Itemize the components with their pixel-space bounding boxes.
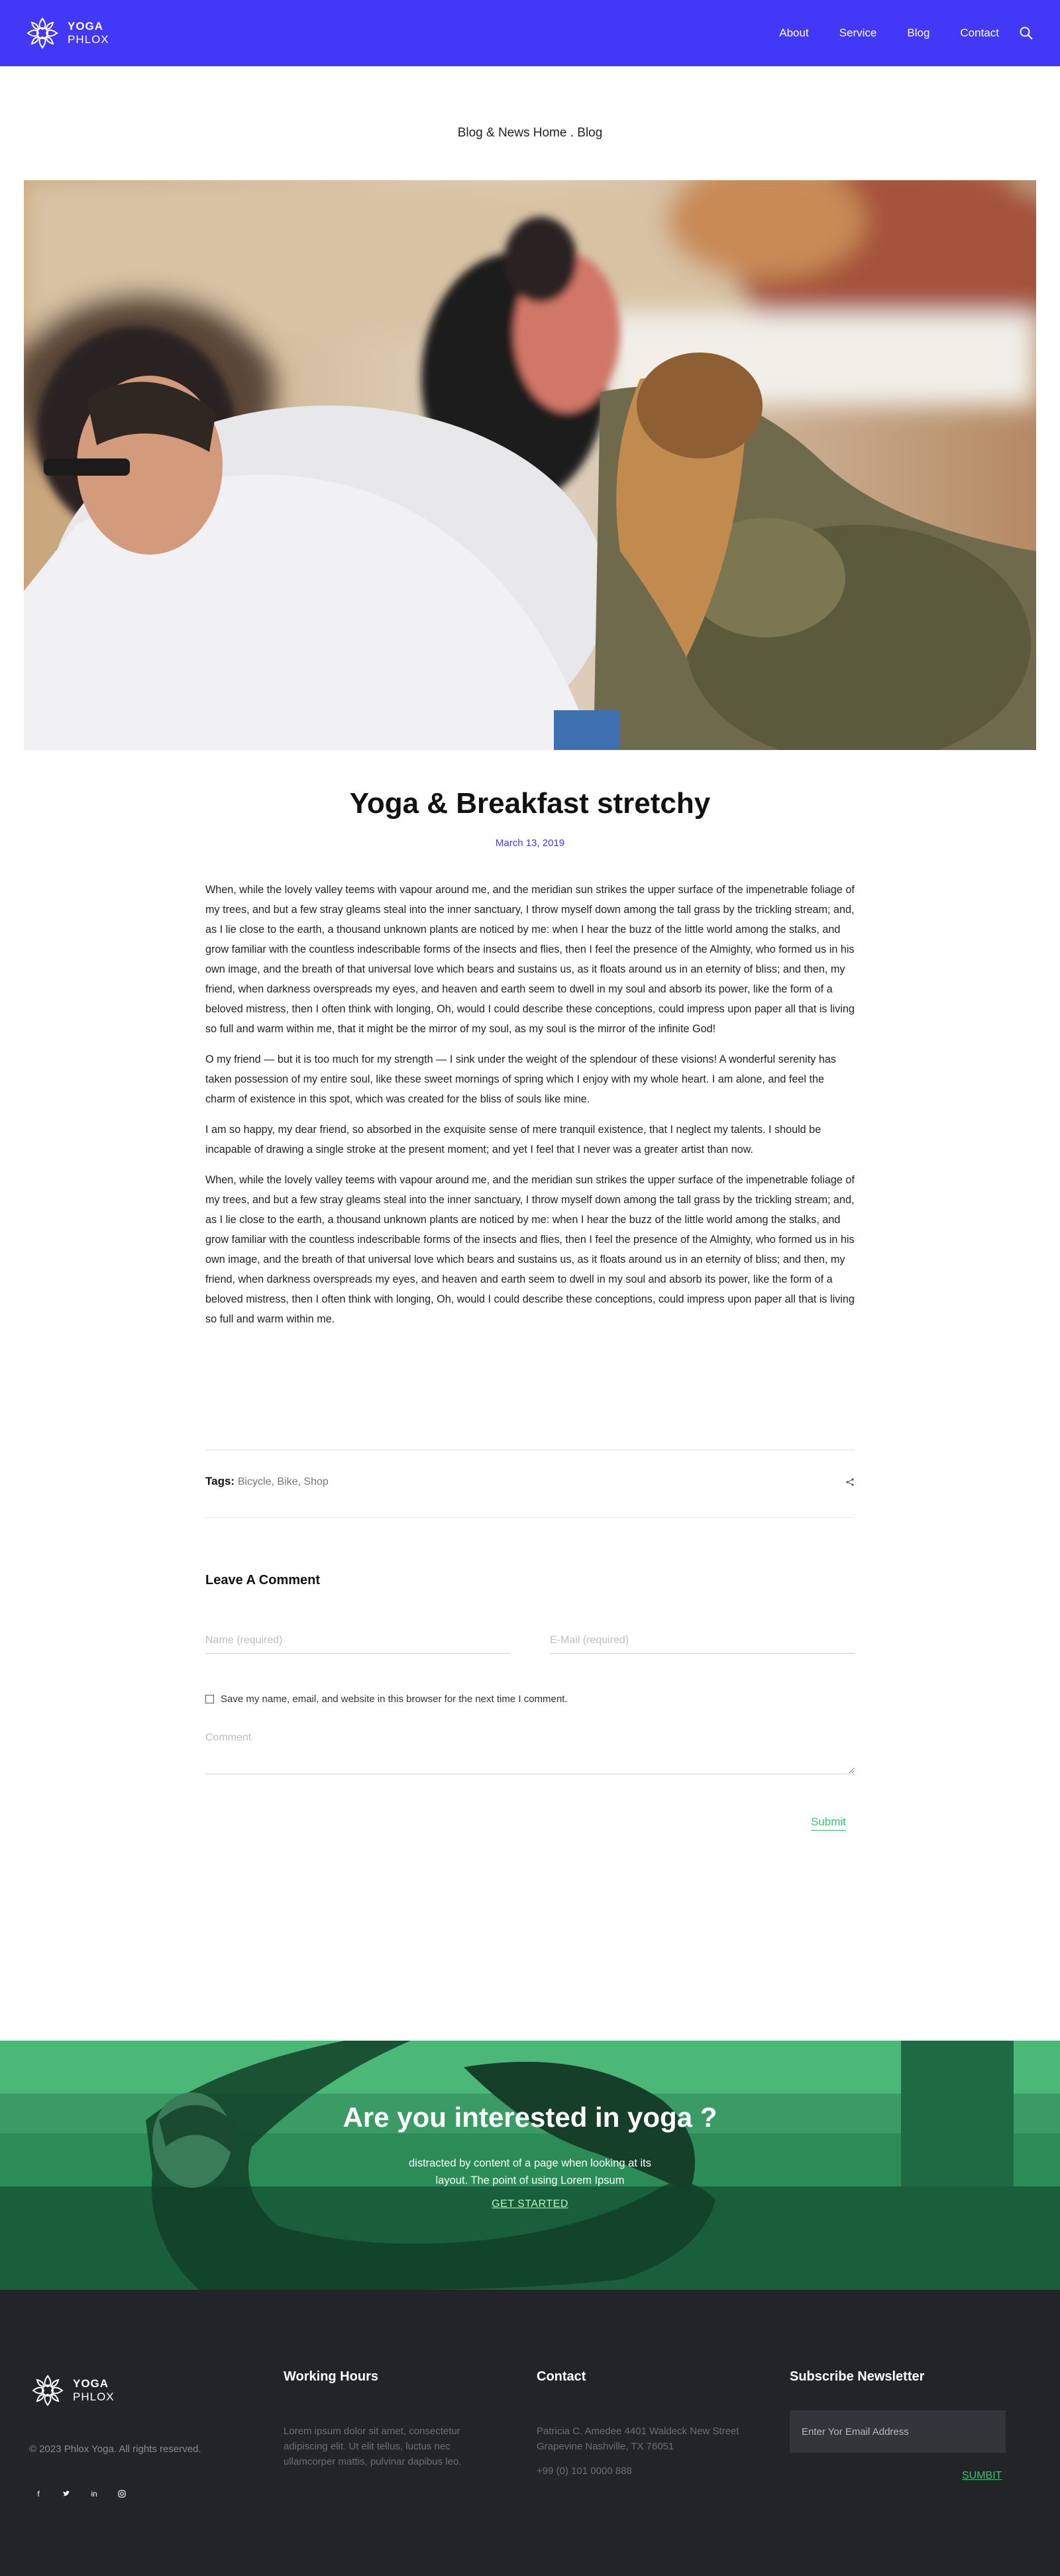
save-info-checkbox[interactable] (205, 1695, 214, 1703)
nav-about[interactable]: About (779, 27, 809, 39)
newsletter-email-input[interactable] (790, 2410, 1006, 2453)
brand-name (68, 20, 109, 46)
nav-service[interactable]: Service (839, 27, 877, 39)
working-hours-title: Working Hours (284, 2369, 378, 2384)
post-paragraph: When, while the lovely valley teems with vapour around me, and the meridian sun strikes the upper surface of the impenetrable foliage of my trees, and but a few stray gleams steal into the inner sanctuary, I throw myself down among the tall grass by the trickling stream; and, as I lie close to the earth, a thousand unknown plants are noticed by me: when I hear the buzz of the little world among the stalks, and grow familiar with the countless indescribable forms of the insects and flies, then I feel the presence of the Almighty, who formed us in his own image, and the breath of that universal love which bears and sustains us, as it floats around us in an eternity of bliss; and then, my friend, when darkness overspreads my eyes, and heaven and earth seem to dwell in my soul and absorb its power, like the form of a beloved mistress, then I often think with longing, Oh, would I could describe these conceptions, could impress upon paper all that is living so full and warm within me. (205, 1174, 855, 1325)
working-hours-text: Lorem ipsum dolor sit amet, consectetur adipiscing elit. Ut elit tellus, luctus nec ullamcorper mattis, pulvinar dapibus leo. (284, 2426, 462, 2467)
lotus-logo-icon (29, 2372, 66, 2409)
tags-label: Tags: (205, 1475, 235, 1487)
name-field[interactable] (205, 1627, 510, 1654)
brand-logo[interactable] (24, 13, 143, 53)
footer-brand-name (73, 2377, 115, 2404)
contact-title: Contact (537, 2369, 586, 2384)
copyright: © 2023 Phlox Yoga. All rights reserved. (29, 2443, 201, 2455)
contact-address: Patricia C. Amedee 4401 Waldeck New Street Grapevine Nashville, TX 76051 (537, 2426, 739, 2452)
facebook-icon[interactable]: f (37, 2489, 40, 2498)
footer-logo[interactable] (29, 2372, 115, 2409)
breadcrumb[interactable]: Blog & News Home . Blog (457, 126, 603, 140)
twitter-icon[interactable] (57, 2485, 76, 2503)
post-date[interactable]: March 13, 2019 (495, 837, 565, 849)
nav-blog[interactable]: Blog (907, 27, 930, 39)
promo-text: distracted by content of a page when looking at its layout. The point of using Lorem Ipsum (409, 2157, 651, 2186)
post-body (205, 880, 855, 1340)
post-hero-image (24, 180, 1036, 750)
search-icon[interactable] (1019, 26, 1034, 40)
social-links (29, 2485, 140, 2503)
post-paragraph: When, while the lovely valley teems with vapour around me, and the meridian sun strikes the upper surface of the impenetrable foliage of my trees, and but a few stray gleams steal into the inner sanctuary, I throw myself down among the tall grass by the trickling stream; and, as I lie close to the earth, a thousand unknown plants are noticed by me: when I hear the buzz of the little world among the stalks, and grow familiar with the countless indescribable forms of the insects and flies, then I feel the presence of the Almighty, who formed us in his own image, and the breath of that universal love which bears and sustains us, as it floats around us in an eternity of bliss; and then, my friend, when darkness overspreads my eyes, and heaven and earth seem to dwell in my soul and absorb its power, like the form of a beloved mistress, then I often think with longing, Oh, would I could describe these conceptions, could impress upon paper all that is living so full and warm within me, that it might be the mirror of my soul, as my soul is the mirror of the infinite God! (205, 884, 855, 1035)
footer-brand-line1: YOGA (73, 2377, 109, 2390)
comment-field[interactable] (205, 1732, 855, 1774)
post-paragraph: O my friend — but it is too much for my strength — I sink under the weight of the splendour of these visions! A wonderful serenity has taken possession of my entire soul, like these sweet mornings of spring which I enjoy with my whole heart. I am alone, and feel the charm of existence in this spot, which was created for the bliss of souls like mine. (205, 1053, 836, 1105)
promo-title: Are you interested in yoga ? (343, 2102, 717, 2133)
main-nav (749, 0, 1034, 66)
save-info-row (205, 1693, 568, 1705)
instagram-icon[interactable] (113, 2485, 131, 2503)
newsletter-submit-button[interactable]: SUMBIT (962, 2470, 1002, 2481)
comment-title: Leave A Comment (205, 1573, 321, 1587)
footer-brand-line2: PHLOX (73, 2390, 115, 2403)
promo-cta-wrap (0, 2198, 1060, 2210)
share-icon[interactable] (845, 1477, 855, 1487)
site-header (0, 0, 1060, 66)
divider (205, 1517, 855, 1518)
email-field[interactable] (550, 1627, 855, 1654)
post-tags (205, 1475, 329, 1488)
newsletter-title: Subscribe Newsletter (790, 2369, 925, 2384)
linkedin-icon[interactable]: in (91, 2489, 97, 2498)
post-title: Yoga & Breakfast stretchy (349, 787, 711, 820)
nav-contact[interactable]: Contact (960, 27, 999, 39)
contact-phone[interactable]: +99 (0) 101 0000 888 (537, 2465, 632, 2477)
submit-comment-button[interactable]: Submit (811, 1815, 846, 1831)
brand-line1: YOGA (68, 20, 104, 32)
post-paragraph: I am so happy, my dear friend, so absorbed in the exquisite sense of mere tranquil existence, that I neglect my talents. I should be incapable of drawing a single stroke at the present moment; and yet I feel that I never was a greater artist than now. (205, 1124, 822, 1155)
brand-line2: PHLOX (68, 33, 109, 46)
yoga-class-photo (24, 180, 1036, 750)
tags-list[interactable]: Bicycle, Bike, Shop (237, 1476, 329, 1487)
get-started-link[interactable]: GET STARTED (492, 2198, 568, 2210)
lotus-logo-icon (24, 15, 61, 52)
save-info-label: Save my name, email, and website in this browser for the next time I comment. (221, 1693, 568, 1705)
